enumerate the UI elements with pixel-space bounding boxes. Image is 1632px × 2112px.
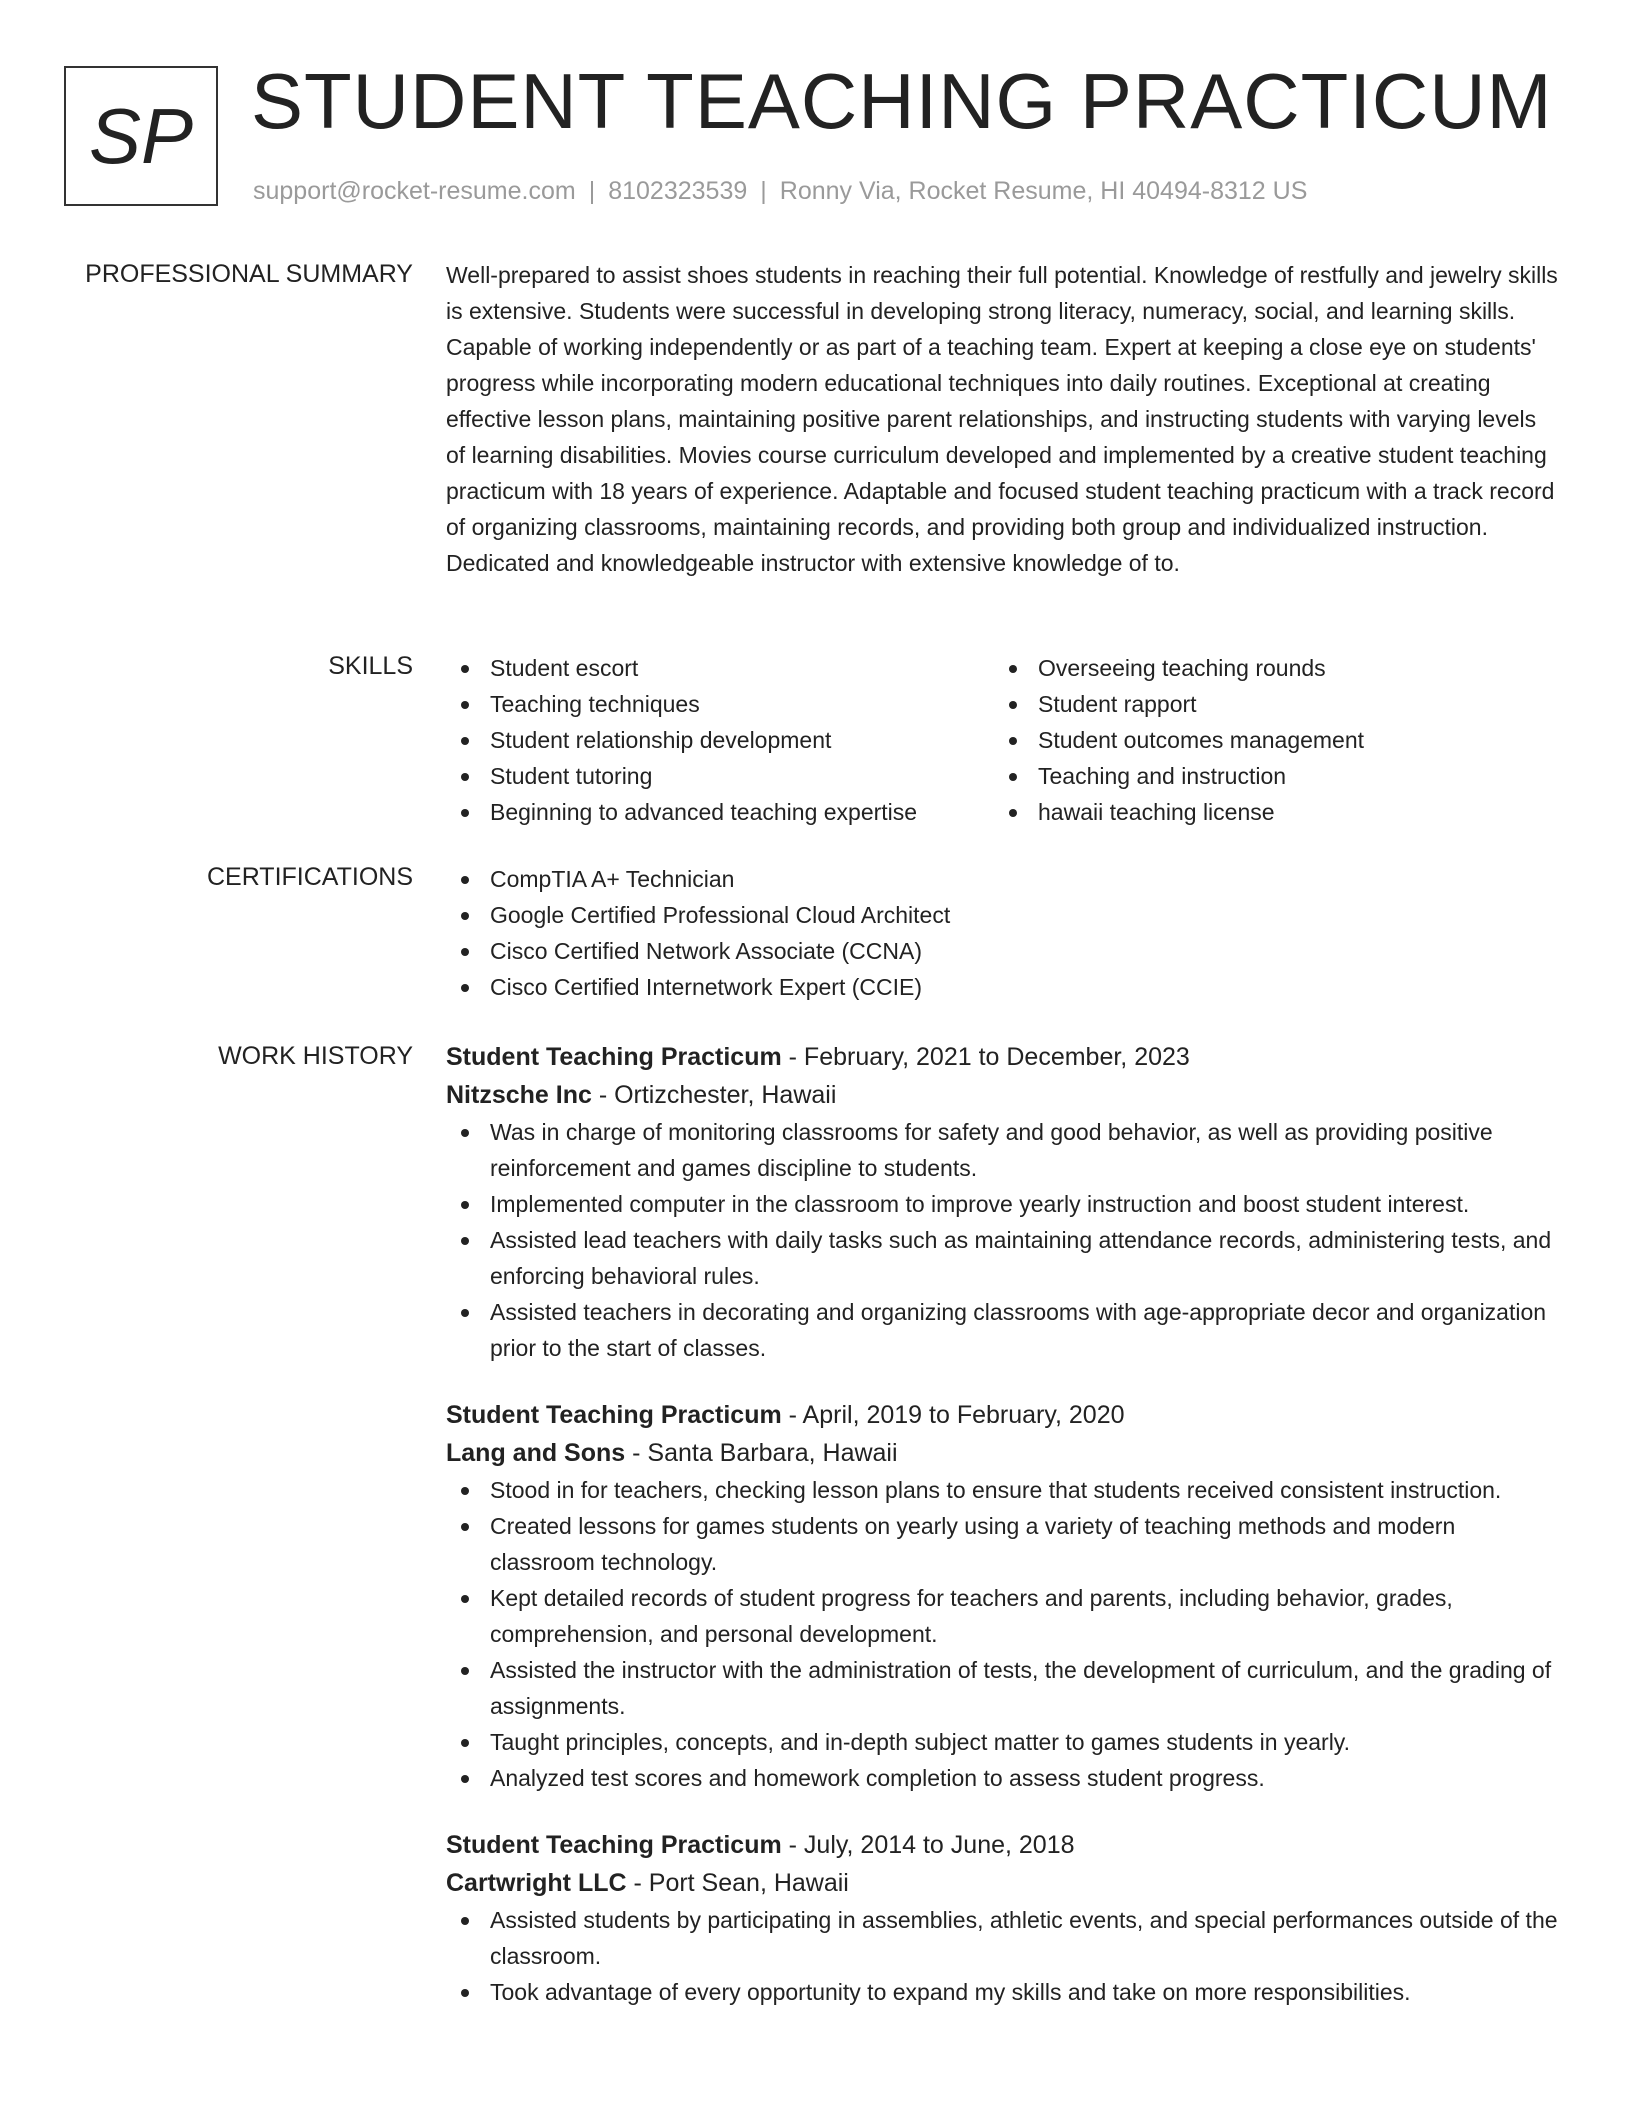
job-dates: - April, 2019 to February, 2020 <box>781 1401 1125 1429</box>
skill-item: Teaching techniques <box>446 686 994 722</box>
job-bullet-item: Kept detailed records of student progress for teachers and parents, including behavior, grades, comprehension, and personal development. <box>446 1580 1561 1652</box>
certifications-section-body <box>446 861 1561 1005</box>
skill-item: Student tutoring <box>446 758 994 794</box>
contact-phone[interactable]: 8102323539 <box>608 177 748 205</box>
job-entry <box>446 1826 1561 2010</box>
job-company: Lang and Sons <box>446 1439 626 1467</box>
job-bullet-item: Assisted students by participating in assemblies, athletic events, and special performances outside of the classroom. <box>446 1902 1561 1974</box>
job-bullet-item: Taught principles, concepts, and in-depth subject matter to games students in yearly. <box>446 1724 1561 1760</box>
job-title: Student Teaching Practicum <box>446 1401 782 1429</box>
job-entry <box>446 1038 1561 1366</box>
contact-separator: | <box>588 177 596 205</box>
skill-item: Student rapport <box>994 686 1542 722</box>
job-bullet-item: Stood in for teachers, checking lesson plans to ensure that students received consistent instruction. <box>446 1472 1561 1508</box>
monogram-logo: SP <box>64 66 218 206</box>
skills-list-right <box>994 650 1542 830</box>
job-bullet-item: Assisted lead teachers with daily tasks such as maintaining attendance records, administering tests, and enforcing behavioral rules. <box>446 1222 1561 1294</box>
job-title-line <box>446 1826 1561 1864</box>
job-dates: - July, 2014 to June, 2018 <box>781 1831 1075 1859</box>
certifications-section-label: CERTIFICATIONS <box>206 863 413 891</box>
job-bullet-item: Took advantage of every opportunity to expand my skills and take on more responsibilities. <box>446 1974 1561 2010</box>
skills-list-left <box>446 650 994 830</box>
job-bullet-item: Was in charge of monitoring classrooms for safety and good behavior, as well as providing positive reinforcement and games discipline to students. <box>446 1114 1561 1186</box>
contact-email[interactable]: support@rocket-resume.com <box>253 177 576 205</box>
summary-text: Well-prepared to assist shoes students in reaching their full potential. Knowledge of restfully and jewelry skills is extensive. Students were successful in developing strong literacy, numeracy, social, and learning skills. Capable of working independently or as part of a teaching team. Expert at keeping a close eye on students' progress while incorporating modern educational techniques into daily routines. Exceptional at creating effective lesson plans, maintaining positive parent relationships, and instructing students with varying levels of learning disabilities. Movies course curriculum developed and implemented by a creative student teaching practicum with 18 years of experience. Adaptable and focused student teaching practicum with a track record of organizing classrooms, maintaining records, and providing both group and individualized instruction. Dedicated and knowledgeable instructor with extensive knowledge of to. <box>446 262 1558 576</box>
job-bullet-item: Analyzed test scores and homework completion to assess student progress. <box>446 1760 1561 1796</box>
certification-item: CompTIA A+ Technician <box>446 861 1561 897</box>
certification-item: Cisco Certified Internetwork Expert (CCIE) <box>446 969 1561 1005</box>
job-bullet-item: Assisted the instructor with the administration of tests, the development of curriculum, and the grading of assignments. <box>446 1652 1561 1724</box>
summary-section-label: PROFESSIONAL SUMMARY <box>85 260 413 288</box>
job-bullet-list <box>446 1472 1561 1796</box>
job-bullet-item: Assisted teachers in decorating and organizing classrooms with age-appropriate decor and organization prior to the start of classes. <box>446 1294 1561 1366</box>
job-entry <box>446 1396 1561 1796</box>
skill-item: Student relationship development <box>446 722 994 758</box>
skills-section-body <box>446 650 1561 830</box>
job-title-line <box>446 1038 1561 1076</box>
skill-item: Student outcomes management <box>994 722 1542 758</box>
job-company: Cartwright LLC <box>446 1869 627 1897</box>
job-dates: - February, 2021 to December, 2023 <box>781 1043 1190 1071</box>
job-bullet-item: Created lessons for games students on yearly using a variety of teaching methods and modern classroom technology. <box>446 1508 1561 1580</box>
contact-separator: | <box>760 177 767 205</box>
skills-section-label: SKILLS <box>328 652 413 680</box>
job-company: Nitzsche Inc <box>446 1081 592 1109</box>
job-company-line <box>446 1434 1561 1472</box>
job-location: - Ortizchester, Hawaii <box>591 1081 837 1109</box>
skill-item: Beginning to advanced teaching expertise <box>446 794 994 830</box>
job-title: Student Teaching Practicum <box>446 1831 782 1859</box>
job-location: - Port Sean, Hawaii <box>626 1869 849 1897</box>
job-title: Student Teaching Practicum <box>446 1043 782 1071</box>
skill-item: Student escort <box>446 650 994 686</box>
job-bullet-item: Implemented computer in the classroom to improve yearly instruction and boost student interest. <box>446 1186 1561 1222</box>
certification-item: Google Certified Professional Cloud Architect <box>446 897 1561 933</box>
contact-line <box>253 176 1307 206</box>
skills-grid <box>446 650 1561 830</box>
summary-section-body <box>446 257 1561 581</box>
job-title-line <box>446 1396 1561 1434</box>
skill-item: Teaching and instruction <box>994 758 1542 794</box>
job-bullet-list <box>446 1902 1561 2010</box>
certification-item: Cisco Certified Network Associate (CCNA) <box>446 933 1561 969</box>
certifications-list <box>446 861 1561 1005</box>
work-history-section-body <box>446 1038 1561 2010</box>
contact-address: Ronny Via, Rocket Resume, HI 40494-8312 US <box>779 177 1308 205</box>
job-company-line <box>446 1076 1561 1114</box>
skill-item: hawaii teaching license <box>994 794 1542 830</box>
job-location: - Santa Barbara, Hawaii <box>625 1439 898 1467</box>
skill-item: Overseeing teaching rounds <box>994 650 1542 686</box>
work-history-section-label: WORK HISTORY <box>218 1042 413 1070</box>
job-company-line <box>446 1864 1561 1902</box>
job-bullet-list <box>446 1114 1561 1366</box>
resume-name-heading: STUDENT TEACHING PRACTICUM <box>251 57 1553 145</box>
